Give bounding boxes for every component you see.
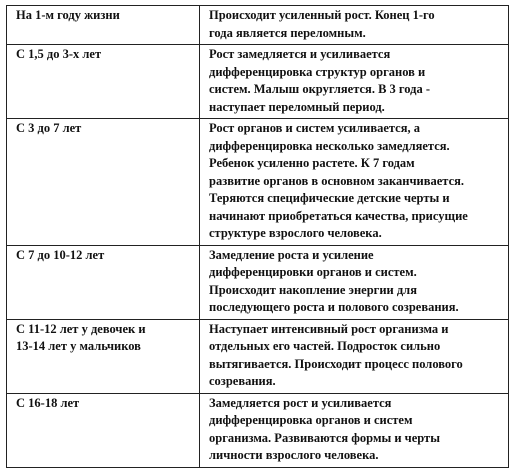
description-line: Замедление роста и усиление: [209, 247, 374, 262]
description-line: начинают приобретаться качества, присущие: [209, 208, 468, 223]
age-label: С 16-18 лет: [16, 395, 80, 410]
table-row: [7, 45, 509, 119]
description-line: дифференцировка несколько замедляется.: [209, 138, 450, 153]
description-line: структуре взрослого человека.: [209, 226, 382, 240]
table-row: [7, 319, 509, 393]
age-label: С 1,5 до 3-х лет: [16, 47, 102, 61]
description-line: Ребенок усиленно растете. К 7 годам: [209, 156, 415, 170]
table-row: [7, 245, 509, 319]
description-cell: [200, 319, 509, 393]
description-line: наступает переломный период.: [209, 99, 385, 114]
description-line: личности взрослого человека.: [209, 448, 379, 462]
description-line: отдельных его частей. Подросток сильно: [209, 339, 441, 353]
description-line: дифференцировки органов и систем.: [209, 265, 417, 279]
description-line: последующего роста и полового созревания.: [209, 300, 459, 314]
description-line: Наступает интенсивный рост организма и: [209, 321, 449, 336]
age-cell: [7, 6, 200, 45]
description-line: года является переломным.: [209, 25, 366, 40]
table-row: [7, 393, 509, 467]
description-line: Замедляется рост и усиливается: [209, 395, 392, 410]
age-cell: [7, 119, 200, 246]
age-cell: [7, 245, 200, 319]
description-line: Рост замедляется и усиливается: [209, 47, 391, 61]
age-label: С 3 до 7 лет: [16, 121, 82, 135]
description-line: Рост органов и систем усиливается, а: [209, 121, 420, 135]
age-label-line: С 11-12 лет у девочек и: [16, 321, 146, 336]
description-line: дифференцировка структур органов и: [209, 64, 426, 79]
description-cell: [200, 119, 509, 246]
description-line: созревания.: [209, 374, 276, 388]
age-development-table: [6, 5, 509, 468]
table-row: [7, 119, 509, 246]
age-label: На 1-м году жизни: [16, 8, 120, 22]
age-label: С 7 до 10-12 лет: [16, 247, 105, 262]
table-row: [7, 6, 509, 45]
description-line: Происходит усиленный рост. Конец 1-го: [209, 8, 435, 22]
description-line: Теряются специфические детские черты и: [209, 191, 450, 205]
age-label-line: 13-14 лет у мальчиков: [16, 339, 141, 353]
description-line: дифференцировка органов и систем: [209, 413, 413, 427]
description-cell: [200, 245, 509, 319]
description-line: систем. Малыш округляется. В 3 года -: [209, 82, 431, 96]
description-line: Происходит накопление энергии для: [209, 282, 417, 297]
description-line: вытягивается. Происходит процесс полового: [209, 356, 463, 371]
age-cell: [7, 319, 200, 393]
description-cell: [200, 6, 509, 45]
age-cell: [7, 45, 200, 119]
description-cell: [200, 393, 509, 467]
description-line: организма. Развиваются формы и черты: [209, 430, 440, 445]
age-cell: [7, 393, 200, 467]
description-line: развитие органов в основном заканчивается.: [209, 173, 465, 188]
description-cell: [200, 45, 509, 119]
